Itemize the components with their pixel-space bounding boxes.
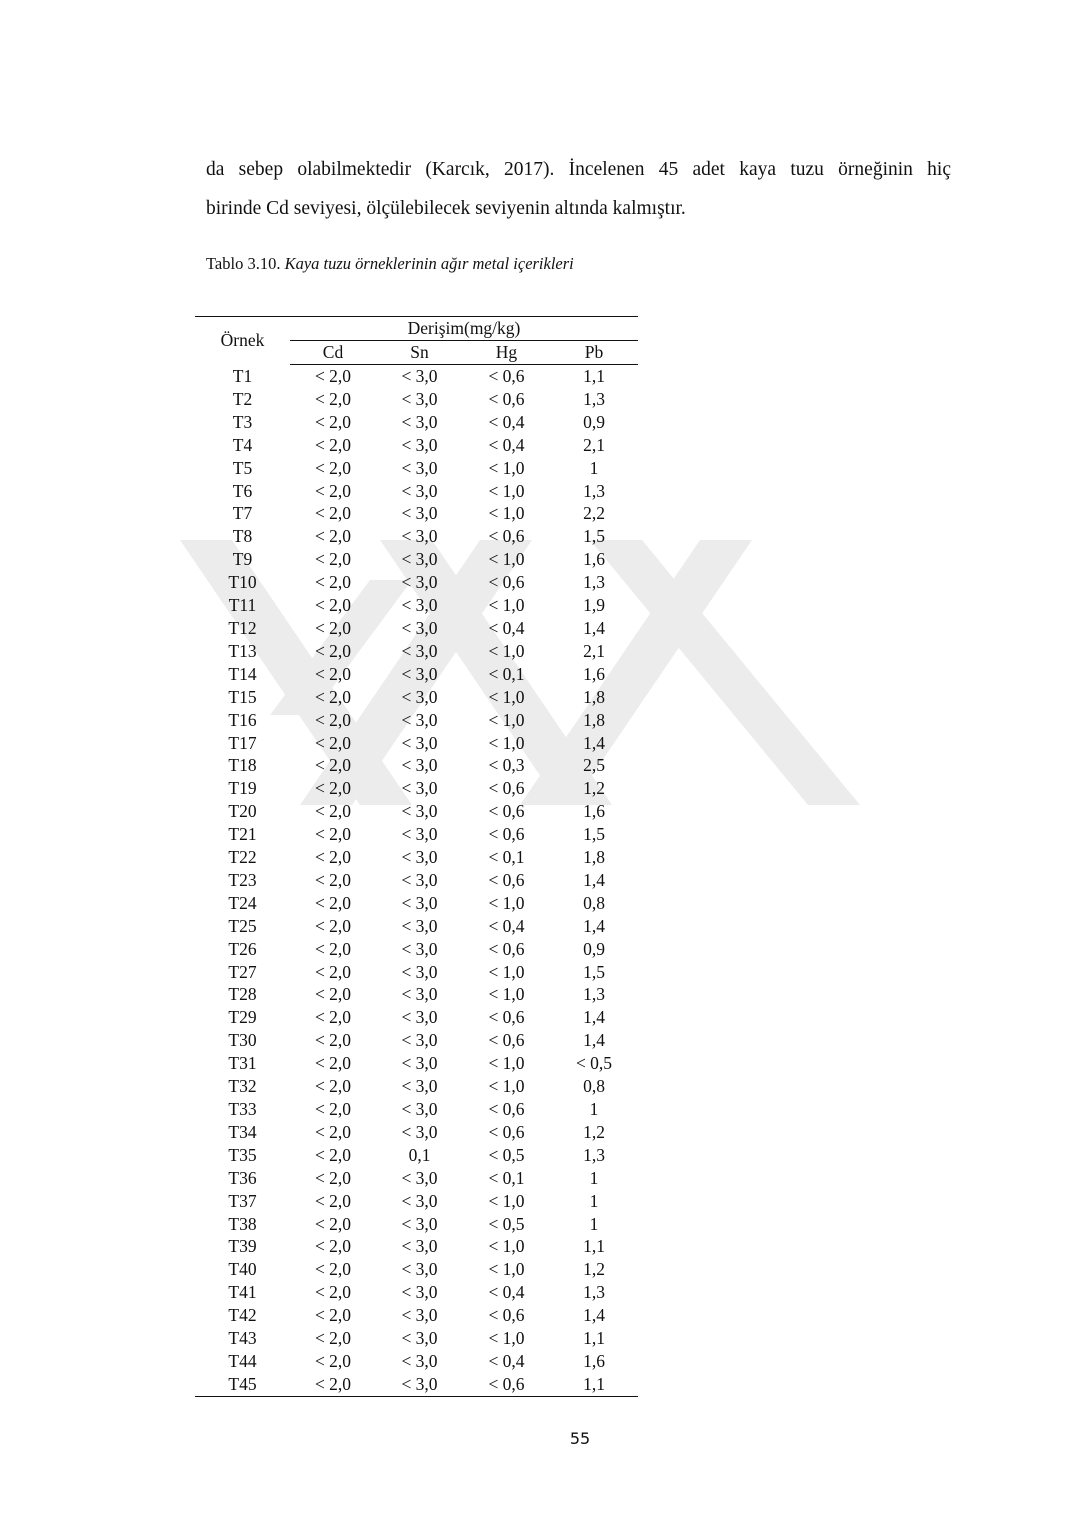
table-row	[195, 388, 638, 411]
page-number: 55	[569, 1429, 591, 1448]
table-row	[195, 525, 638, 548]
sn-cell: < 3,0	[401, 961, 438, 982]
hg-cell: < 0,4	[488, 617, 525, 638]
pb-cell: 1,6	[583, 1350, 605, 1371]
sn-cell: < 3,0	[401, 663, 438, 684]
table-row	[195, 457, 638, 480]
pb-cell: 1,3	[583, 388, 605, 409]
sn-cell: < 3,0	[401, 640, 438, 661]
column-header-cd: Cd	[290, 341, 376, 365]
sn-cell: < 3,0	[401, 1076, 438, 1097]
sample-cell: T8	[232, 526, 253, 547]
sn-cell: < 3,0	[401, 434, 438, 455]
pb-cell: 1,2	[583, 1121, 605, 1142]
sample-cell: T36	[228, 1167, 257, 1188]
table-row	[195, 777, 638, 800]
hg-cell: < 1,0	[488, 1328, 525, 1349]
pb-cell: 1,4	[583, 1030, 605, 1051]
sn-cell: < 3,0	[401, 366, 438, 386]
hg-cell: < 0,6	[488, 388, 525, 409]
sn-cell: < 3,0	[401, 984, 438, 1005]
sn-cell: < 3,0	[401, 801, 438, 822]
hg-cell: < 0,6	[488, 366, 525, 386]
column-header-sn: Sn	[376, 341, 463, 365]
sn-cell: < 3,0	[401, 617, 438, 638]
pb-cell: 1,3	[583, 984, 605, 1005]
table-row	[195, 1373, 638, 1396]
pb-cell: 2,2	[583, 503, 605, 524]
table-row	[195, 1258, 638, 1281]
cd-cell: < 2,0	[314, 1350, 352, 1371]
table-row	[195, 1281, 638, 1304]
hg-cell: < 0,6	[488, 1007, 525, 1028]
table-row	[195, 846, 638, 869]
table-row	[195, 961, 638, 984]
cd-cell: < 2,0	[314, 915, 352, 936]
table-row	[195, 663, 638, 686]
sample-cell: T22	[228, 847, 257, 868]
table-row	[195, 1006, 638, 1029]
table-row	[195, 1350, 638, 1373]
sample-cell: T9	[232, 549, 253, 570]
cd-cell: < 2,0	[314, 1236, 352, 1257]
table-row	[195, 1167, 638, 1190]
cd-cell: < 2,0	[314, 824, 352, 845]
hg-cell: < 0,6	[488, 938, 525, 959]
sn-cell: < 3,0	[401, 847, 438, 868]
sn-cell: < 3,0	[401, 892, 438, 913]
cd-cell: < 2,0	[314, 1305, 352, 1326]
cd-cell: < 2,0	[314, 1213, 352, 1234]
pb-cell: 1	[589, 457, 599, 478]
cd-cell: < 2,0	[290, 1373, 376, 1396]
hg-cell: < 0,6	[488, 1121, 525, 1142]
sample-cell: T41	[228, 1282, 257, 1303]
table-row	[195, 938, 638, 961]
table-row	[195, 1327, 638, 1350]
cd-cell: < 2,0	[314, 526, 352, 547]
table-row	[195, 709, 638, 732]
sn-cell: < 3,0	[401, 1305, 438, 1326]
sample-cell: T38	[228, 1213, 257, 1234]
pb-cell: 2,1	[583, 434, 605, 455]
sample-cell: T14	[228, 663, 257, 684]
cd-cell: < 2,0	[314, 1282, 352, 1303]
sample-cell: T45	[195, 1373, 290, 1396]
pb-cell: 1,4	[583, 617, 605, 638]
hg-cell: < 1,0	[488, 595, 525, 616]
caption-label: Tablo 3.10.	[206, 254, 281, 273]
sn-cell: < 3,0	[401, 915, 438, 936]
sample-cell: T17	[228, 732, 257, 753]
sample-cell: T24	[228, 892, 257, 913]
table-row	[195, 411, 638, 434]
cd-cell: < 2,0	[314, 984, 352, 1005]
sample-cell: T6	[232, 480, 253, 501]
table-row	[195, 548, 638, 571]
table-row	[195, 480, 638, 503]
pb-cell: 1,6	[583, 549, 605, 570]
cd-cell: < 2,0	[314, 1190, 352, 1211]
pb-cell: 1,5	[583, 961, 605, 982]
pb-cell: 1,4	[583, 1305, 605, 1326]
table-row	[195, 1029, 638, 1052]
sample-cell: T39	[228, 1236, 257, 1257]
hg-cell: < 0,5	[488, 1213, 525, 1234]
cd-cell: < 2,0	[314, 434, 352, 455]
sn-cell: < 3,0	[401, 549, 438, 570]
cd-cell: < 2,0	[314, 732, 352, 753]
sn-cell: 0,1	[408, 1144, 431, 1165]
hg-cell: < 0,4	[488, 434, 525, 455]
cd-cell: < 2,0	[314, 1144, 352, 1165]
pb-cell: 1,1	[583, 1328, 605, 1349]
sample-cell: T10	[228, 572, 257, 593]
hg-cell: < 0,6	[488, 1305, 525, 1326]
sample-cell: T31	[228, 1053, 257, 1074]
sample-cell: T28	[228, 984, 257, 1005]
sample-cell: T21	[228, 824, 257, 845]
sample-column-header: Örnek	[195, 317, 290, 365]
pb-cell: 1,2	[583, 778, 605, 799]
cd-cell: < 2,0	[314, 572, 352, 593]
sample-cell: T2	[232, 388, 253, 409]
hg-cell: < 1,0	[488, 1236, 525, 1257]
sample-cell: T40	[228, 1259, 257, 1280]
pb-cell: 2,5	[583, 755, 605, 776]
cd-cell: < 2,0	[314, 411, 352, 432]
cd-cell: < 2,0	[314, 778, 352, 799]
hg-cell: < 1,0	[488, 1053, 525, 1074]
table-body	[195, 365, 638, 1397]
sample-cell: T35	[228, 1144, 257, 1165]
cd-cell: < 2,0	[314, 549, 352, 570]
sn-cell: < 3,0	[401, 1328, 438, 1349]
sn-cell: < 3,0	[401, 1350, 438, 1371]
sn-cell: < 3,0	[401, 503, 438, 524]
sample-cell: T33	[228, 1099, 257, 1119]
pb-cell: 1,4	[583, 869, 605, 890]
pb-cell: 1,4	[583, 915, 605, 936]
table-caption	[206, 252, 574, 276]
hg-cell: < 1,0	[488, 549, 525, 570]
sample-cell: T12	[228, 617, 257, 638]
hg-cell: < 0,1	[488, 847, 525, 868]
pb-cell: 0,8	[583, 892, 605, 913]
sample-cell: T4	[232, 434, 253, 455]
cd-cell: < 2,0	[314, 1007, 352, 1028]
pb-cell: 1	[589, 1099, 599, 1119]
table-row	[195, 1304, 638, 1327]
sn-cell: < 3,0	[401, 1190, 438, 1211]
sn-cell: < 3,0	[401, 869, 438, 890]
hg-cell: < 1,0	[488, 732, 525, 753]
pb-cell: 0,9	[583, 938, 605, 959]
sn-cell: < 3,0	[401, 824, 438, 845]
sn-cell: < 3,0	[401, 1213, 438, 1234]
hg-cell: < 0,4	[488, 411, 525, 432]
hg-cell: < 1,0	[488, 1259, 525, 1280]
cd-cell: < 2,0	[314, 366, 352, 386]
pb-cell: 2,1	[583, 640, 605, 661]
sn-cell: < 3,0	[401, 1099, 438, 1119]
sample-cell: T34	[228, 1121, 257, 1142]
hg-cell: < 1,0	[488, 984, 525, 1005]
hg-cell: < 0,6	[488, 572, 525, 593]
cd-cell: < 2,0	[314, 755, 352, 776]
cd-cell: < 2,0	[314, 1121, 352, 1142]
paragraph-line-2: birinde Cd seviyesi, ölçülebilecek seviyenin altında kalmıştır.	[206, 198, 686, 219]
pb-cell: 1	[589, 1167, 599, 1188]
hg-cell: < 1,0	[488, 892, 525, 913]
sn-cell: < 3,0	[401, 1282, 438, 1303]
pb-cell: 1,8	[583, 709, 605, 730]
cd-cell: < 2,0	[314, 1099, 352, 1119]
table-row	[195, 823, 638, 846]
hg-cell: < 0,4	[488, 915, 525, 936]
sample-cell: T11	[228, 595, 257, 616]
table-row	[195, 915, 638, 938]
hg-cell: < 0,6	[488, 869, 525, 890]
pb-cell: 1,6	[583, 801, 605, 822]
table-row	[195, 571, 638, 594]
cd-cell: < 2,0	[314, 686, 352, 707]
cd-cell: < 2,0	[314, 892, 352, 913]
sn-cell: < 3,0	[401, 572, 438, 593]
cd-cell: < 2,0	[314, 1076, 352, 1097]
sample-cell: T25	[228, 915, 257, 936]
pb-cell: 1,1	[583, 366, 605, 386]
table-row	[195, 686, 638, 709]
sample-cell: T5	[232, 457, 253, 478]
cd-cell: < 2,0	[314, 1030, 352, 1051]
table-row	[195, 594, 638, 617]
hg-cell: < 1,0	[488, 686, 525, 707]
caption-title: Kaya tuzu örneklerinin ağır metal içerikleri	[284, 254, 574, 273]
sample-cell: T42	[228, 1305, 257, 1326]
table-row	[195, 892, 638, 915]
concentration-group-header: Derişim(mg/kg)	[290, 317, 638, 341]
table-row	[195, 800, 638, 823]
cd-cell: < 2,0	[314, 938, 352, 959]
cd-cell: < 2,0	[314, 640, 352, 661]
pb-cell: 1,6	[583, 663, 605, 684]
sample-cell: T44	[228, 1350, 257, 1371]
table-row	[195, 1213, 638, 1236]
table-row	[195, 365, 638, 388]
sample-cell: T15	[228, 686, 257, 707]
sample-cell: T23	[228, 869, 257, 890]
hg-cell: < 0,1	[488, 663, 525, 684]
sample-cell: T20	[228, 801, 257, 822]
hg-cell: < 0,6	[488, 801, 525, 822]
pb-cell: 1,3	[583, 1144, 605, 1165]
hg-cell: < 0,6	[488, 526, 525, 547]
sn-cell: < 3,0	[401, 1053, 438, 1074]
sn-cell: < 3,0	[401, 480, 438, 501]
sample-cell: T37	[228, 1190, 257, 1211]
hg-cell: < 1,0	[488, 640, 525, 661]
sample-cell: T16	[228, 709, 257, 730]
pb-cell: 0,9	[583, 411, 605, 432]
hg-cell: < 0,3	[488, 755, 525, 776]
cd-cell: < 2,0	[314, 1328, 352, 1349]
sample-cell: T18	[228, 755, 257, 776]
table-row	[195, 754, 638, 777]
cd-cell: < 2,0	[314, 457, 352, 478]
hg-cell: < 0,4	[488, 1282, 525, 1303]
pb-cell: 1,5	[583, 824, 605, 845]
table-row	[195, 732, 638, 755]
hg-cell: < 0,1	[488, 1167, 525, 1188]
sample-cell: T13	[228, 640, 257, 661]
sn-cell: < 3,0	[401, 1167, 438, 1188]
sn-cell: < 3,0	[401, 1236, 438, 1257]
sample-cell: T30	[228, 1030, 257, 1051]
sn-cell: < 3,0	[401, 411, 438, 432]
sn-cell: < 3,0	[401, 388, 438, 409]
sn-cell: < 3,0	[401, 778, 438, 799]
column-header-hg: Hg	[463, 341, 550, 365]
sn-cell: < 3,0	[401, 938, 438, 959]
pb-cell: 1,9	[583, 595, 605, 616]
sn-cell: < 3,0	[401, 1259, 438, 1280]
sample-cell: T27	[228, 961, 257, 982]
cd-cell: < 2,0	[314, 503, 352, 524]
pb-cell: < 0,5	[575, 1053, 613, 1074]
cd-cell: < 2,0	[314, 480, 352, 501]
cd-cell: < 2,0	[314, 1259, 352, 1280]
sn-cell: < 3,0	[401, 709, 438, 730]
heavy-metal-table	[195, 316, 638, 1397]
sn-cell: < 3,0	[401, 1030, 438, 1051]
sample-cell: T32	[228, 1076, 257, 1097]
hg-cell: < 0,6	[488, 1099, 525, 1119]
pb-cell: 1,8	[583, 847, 605, 868]
pb-cell: 1,4	[583, 1007, 605, 1028]
sample-cell: T3	[232, 411, 253, 432]
sn-cell: < 3,0	[401, 1121, 438, 1142]
cd-cell: < 2,0	[314, 1053, 352, 1074]
hg-cell: < 1,0	[488, 1076, 525, 1097]
pb-cell: 1,2	[583, 1259, 605, 1280]
cd-cell: < 2,0	[314, 961, 352, 982]
cd-cell: < 2,0	[314, 595, 352, 616]
pb-cell: 1	[589, 1190, 599, 1211]
cd-cell: < 2,0	[314, 617, 352, 638]
body-paragraph	[206, 150, 951, 228]
sample-cell: T29	[228, 1007, 257, 1028]
table-row	[195, 1052, 638, 1075]
hg-cell: < 1,0	[488, 961, 525, 982]
table-row	[195, 1121, 638, 1144]
table-row	[195, 434, 638, 457]
cd-cell: < 2,0	[314, 869, 352, 890]
hg-cell: < 1,0	[488, 709, 525, 730]
table-row	[195, 640, 638, 663]
sample-cell: T1	[232, 365, 253, 386]
pb-cell: 1,4	[583, 732, 605, 753]
sample-cell: T7	[232, 503, 253, 524]
sample-cell: T43	[228, 1328, 257, 1349]
sn-cell: < 3,0	[401, 1007, 438, 1028]
table-row	[195, 1098, 638, 1121]
hg-cell: < 1,0	[488, 480, 525, 501]
pb-cell: 1	[589, 1213, 599, 1234]
table-row	[195, 1235, 638, 1258]
hg-cell: < 0,6	[488, 1030, 525, 1051]
pb-cell: 0,8	[583, 1076, 605, 1097]
table-row	[195, 617, 638, 640]
table-row	[195, 1144, 638, 1167]
sn-cell: < 3,0	[401, 732, 438, 753]
sn-cell: < 3,0	[401, 595, 438, 616]
table-row	[195, 1075, 638, 1098]
hg-cell: < 0,6	[488, 824, 525, 845]
sn-cell: < 3,0	[401, 686, 438, 707]
table-row	[195, 502, 638, 525]
pb-cell: 1,5	[583, 526, 605, 547]
hg-cell: < 0,6	[488, 778, 525, 799]
cd-cell: < 2,0	[314, 847, 352, 868]
table-row	[195, 869, 638, 892]
table-row	[195, 983, 638, 1006]
paragraph-line-1: da sebep olabilmektedir (Karcık, 2017). İncelenen 45 adet kaya tuzu örneğinin hiç	[206, 159, 951, 180]
pb-cell: 1,3	[583, 1282, 605, 1303]
hg-cell: < 1,0	[488, 457, 525, 478]
pb-cell: 1,1	[583, 1236, 605, 1257]
sn-cell: < 3,0	[376, 1373, 463, 1396]
cd-cell: < 2,0	[314, 709, 352, 730]
sn-cell: < 3,0	[401, 457, 438, 478]
hg-cell: < 0,4	[488, 1350, 525, 1371]
pb-cell: 1,1	[550, 1373, 638, 1396]
sample-cell: T26	[228, 938, 257, 959]
hg-cell: < 0,5	[488, 1144, 525, 1165]
sample-cell: T19	[228, 778, 257, 799]
cd-cell: < 2,0	[314, 1167, 352, 1188]
hg-cell: < 0,6	[463, 1373, 550, 1396]
pb-cell: 1,8	[583, 686, 605, 707]
hg-cell: < 1,0	[488, 1190, 525, 1211]
table-row	[195, 1190, 638, 1213]
pb-cell: 1,3	[583, 572, 605, 593]
column-header-pb: Pb	[550, 341, 638, 365]
pb-cell: 1,3	[583, 480, 605, 501]
hg-cell: < 1,0	[488, 503, 525, 524]
sn-cell: < 3,0	[401, 526, 438, 547]
cd-cell: < 2,0	[314, 663, 352, 684]
cd-cell: < 2,0	[314, 801, 352, 822]
cd-cell: < 2,0	[314, 388, 352, 409]
sn-cell: < 3,0	[401, 755, 438, 776]
